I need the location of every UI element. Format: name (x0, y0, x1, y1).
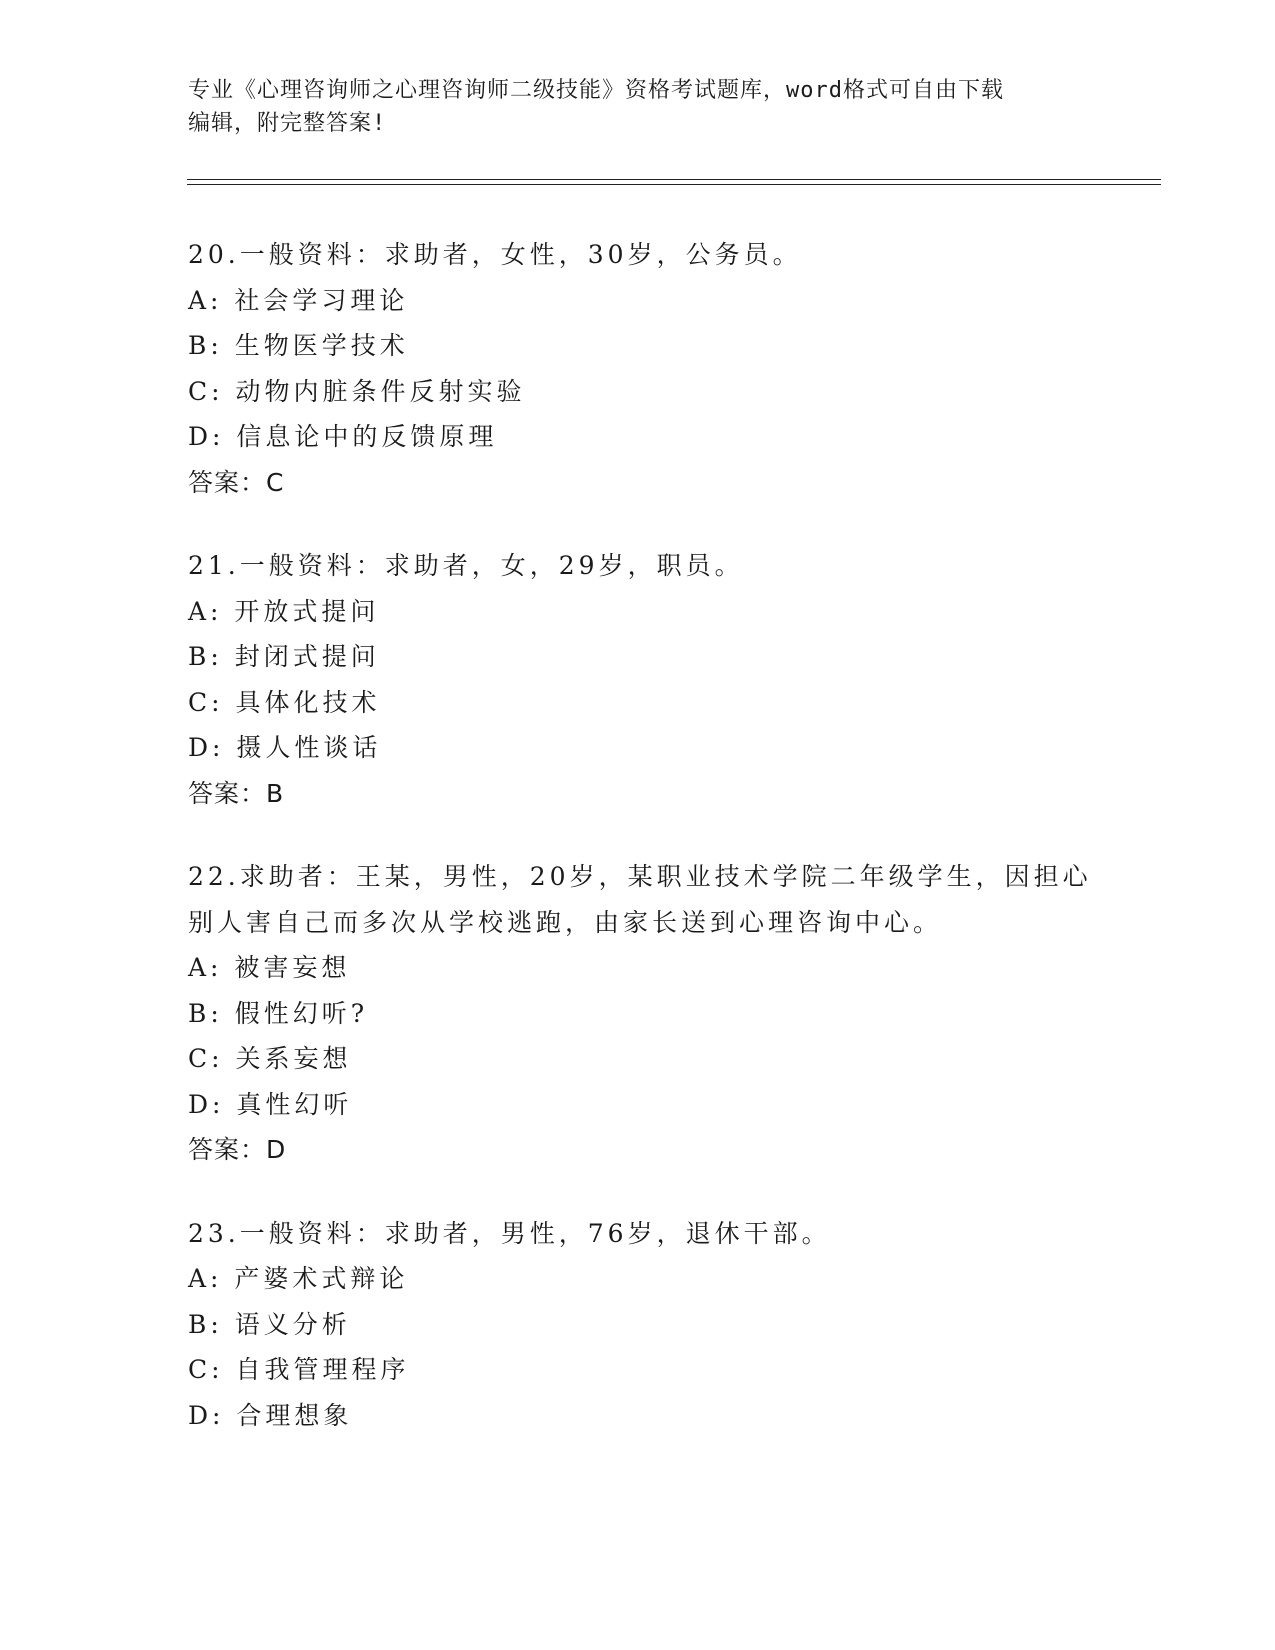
question-20 (188, 232, 1108, 505)
answer: 答案：C (188, 467, 285, 497)
document-header (188, 74, 1088, 140)
question-stem: 21.一般资料：求助者，女，29岁，职员。 (188, 551, 744, 580)
question-23 (188, 1211, 1108, 1439)
option-c: C: 动物内脏条件反射实验 (188, 376, 526, 406)
header-divider-top (187, 179, 1161, 180)
header-divider-bottom (187, 184, 1161, 185)
option-a: A: 开放式提问 (188, 596, 380, 626)
option-a: A: 产婆术式辩论 (188, 1264, 409, 1293)
option-d: D: 合理想象 (188, 1400, 353, 1430)
option-d: D: 真性幻听 (188, 1089, 353, 1119)
option-d: D: 信息论中的反馈原理 (188, 422, 498, 451)
option-d: D: 摄人性谈话 (188, 733, 382, 762)
option-b: B: 生物医学技术 (188, 331, 409, 360)
header-line-1: 专业《心理咨询师之心理咨询师二级技能》资格考试题库，word格式可自由下载 (188, 78, 1004, 103)
question-stem: 20.一般资料：求助者，女性，30岁，公务员。 (188, 240, 802, 269)
answer: 答案：D (188, 1135, 287, 1164)
header-line-2: 编辑，附完整答案! (188, 111, 387, 136)
option-b: B: 假性幻听? (188, 998, 369, 1028)
question-stem: 23.一般资料：求助者，男性，76岁，退休干部。 (188, 1218, 831, 1248)
question-stem: 22.求助者：王某，男性，20岁，某职业技术学院二年级学生，因担心别人害自己而多次从学校逃跑，由家长送到心理咨询中心。 (188, 862, 1092, 937)
option-b: B: 封闭式提问 (188, 642, 380, 671)
option-c: C: 自我管理程序 (188, 1355, 410, 1384)
option-c: C: 具体化技术 (188, 687, 381, 717)
option-c: C: 关系妄想 (188, 1044, 352, 1073)
option-a: A: 被害妄想 (188, 953, 351, 982)
option-b: B: 语义分析 (188, 1309, 351, 1339)
question-22 (188, 854, 1108, 1173)
answer: 答案：B (188, 778, 285, 808)
option-a: A: 社会学习理论 (188, 285, 409, 315)
question-21 (188, 543, 1108, 816)
question-list (188, 232, 1108, 1476)
